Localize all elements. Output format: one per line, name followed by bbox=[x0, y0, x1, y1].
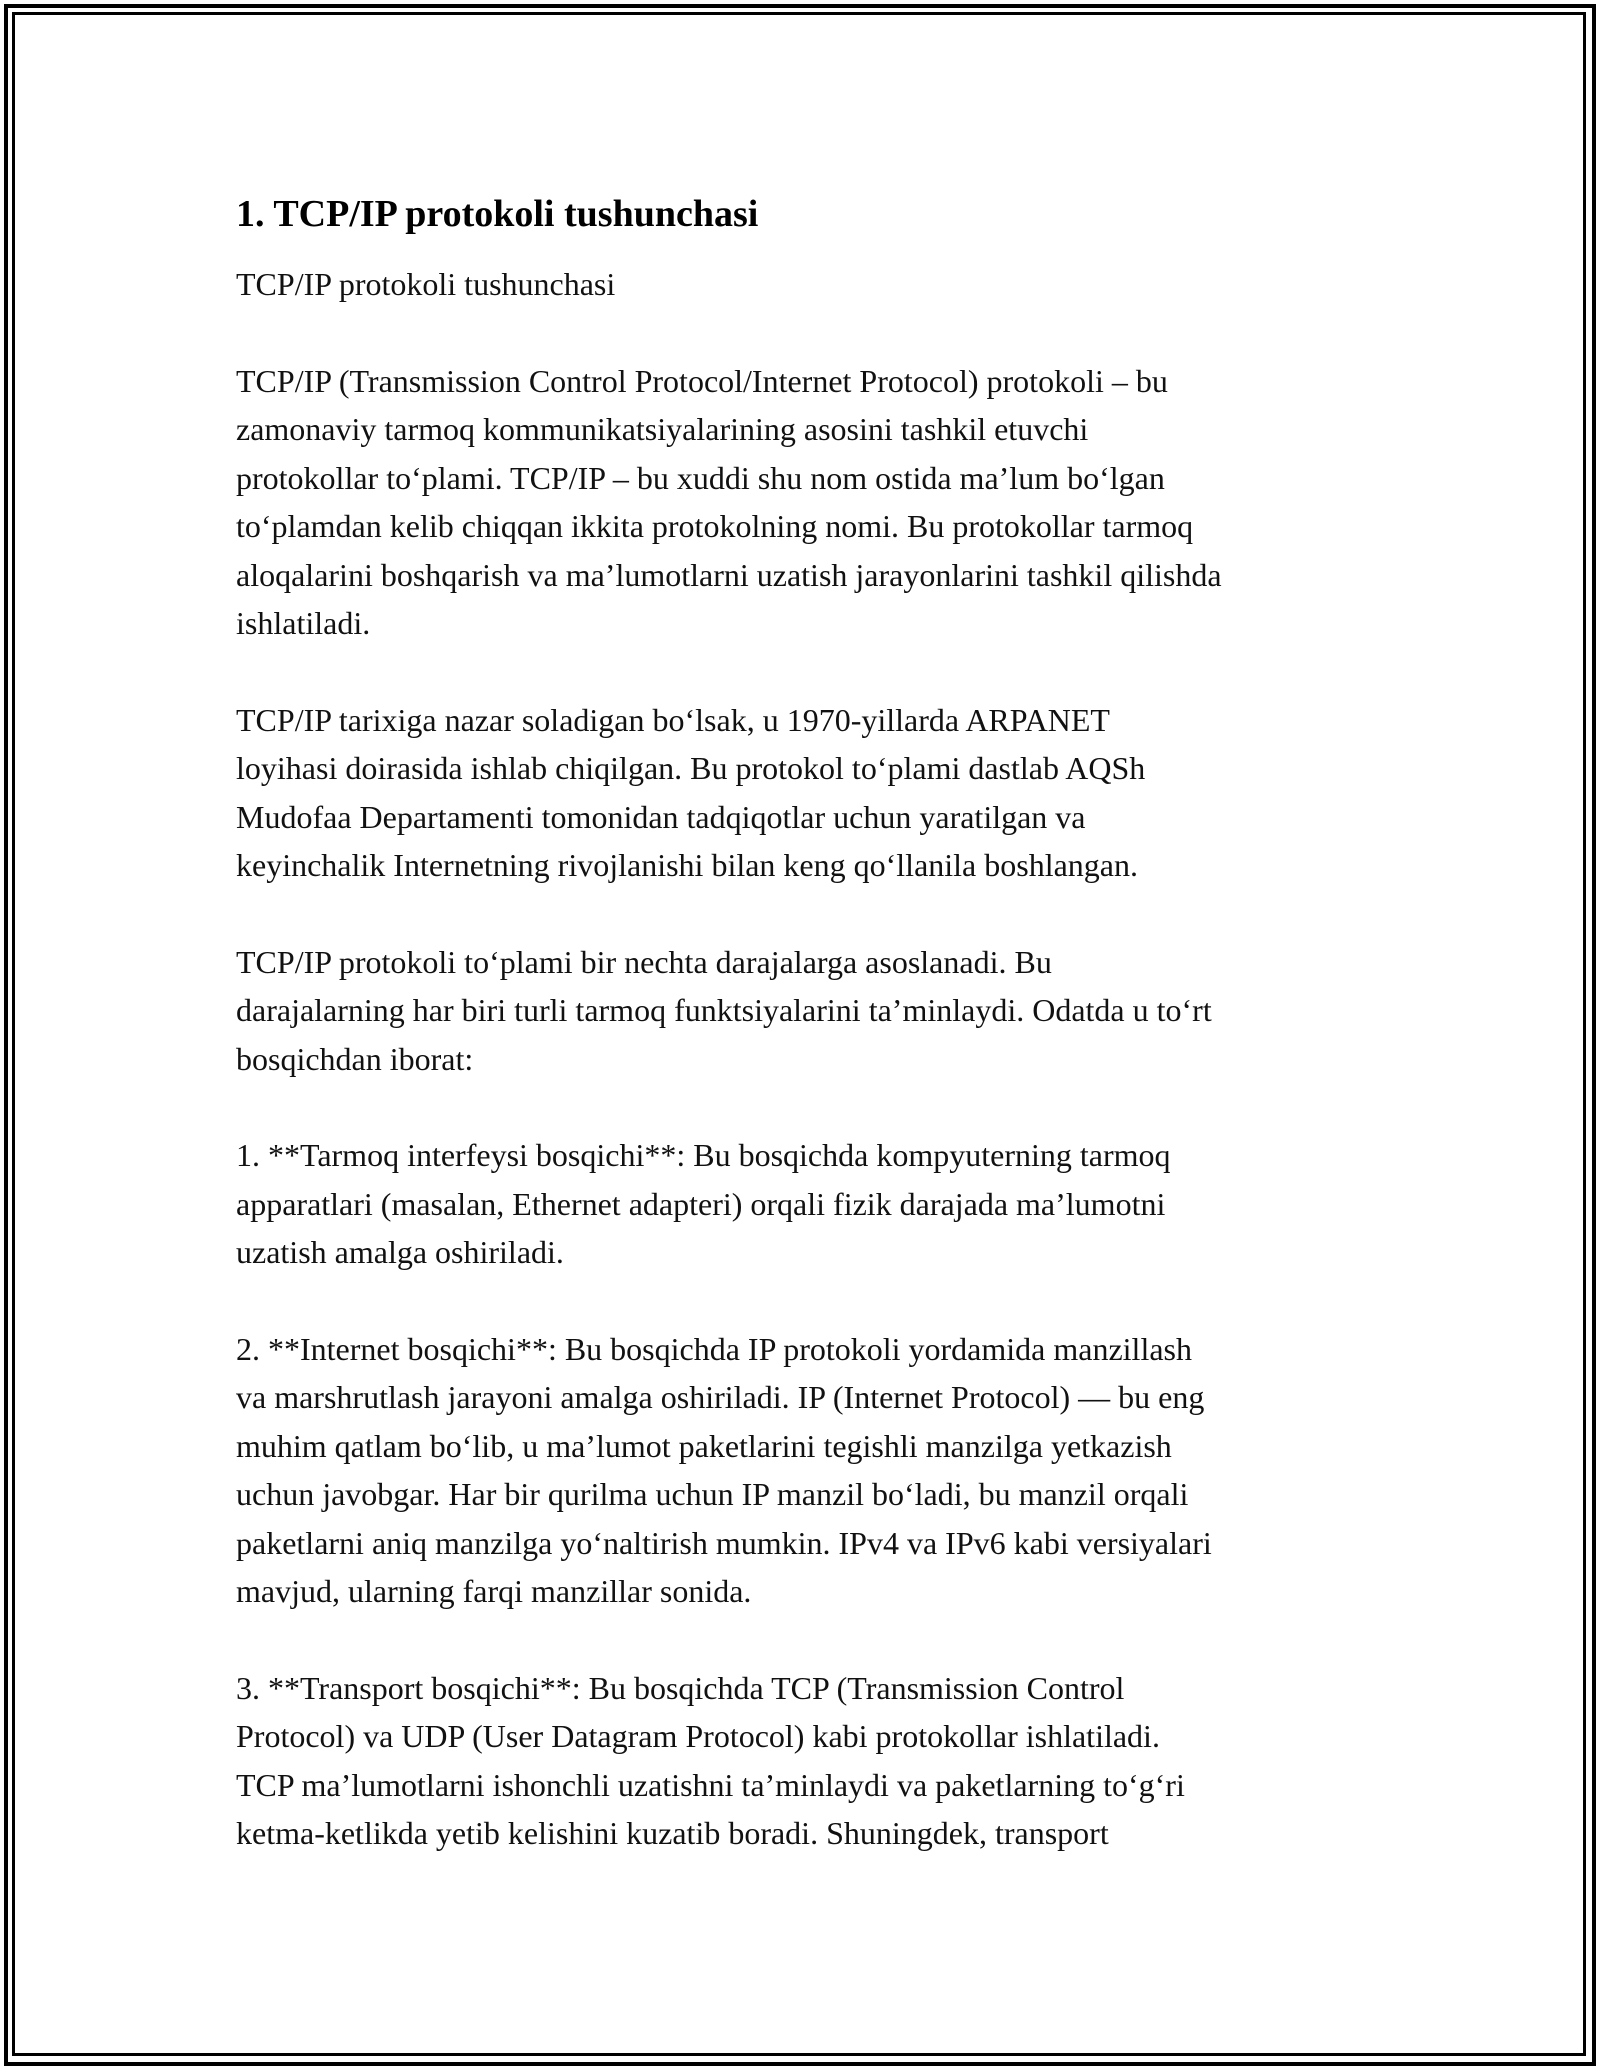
list-item-transport: 3. **Transport bosqichi**: Bu bosqichda TCP (Transmission Control Protocol) va UDP (User Datagram Protocol) kabi protokollar ishlatiladi. TCP ma’lumotlarni ishonchli uzatishni ta’minlaydi va paketlarning to‘g‘ri ketma-ketlikda yetib kelishini kuzatib boradi. Shuningdek, transport bbox=[236, 1669, 1185, 1851]
layers-intro-paragraph: TCP/IP protokoli to‘plami bir nechta darajalarga asoslanadi. Bu darajalarning har biri turli tarmoq funktsiyalarini ta’minlaydi. Odatda u to‘rt bosqichdan iborat: bbox=[236, 943, 1212, 1077]
section-heading: 1. TCP/IP protokoli tushunchasi bbox=[236, 193, 759, 235]
intro-paragraph: TCP/IP (Transmission Control Protocol/Internet Protocol) protokoli – bu zamonaviy tarmoq kommunikatsiyalarining asosini tashkil etuvchi protokollar to‘plami. TCP/IP – bu xuddi shu nom ostida ma’lum bo‘lgan to‘plamdan kelib chiqqan ikkita protokolning nomi. Bu protokollar tarmoq aloqalarini boshqarish va ma’lumotlarni uzatish jarayonlarini tashkil qilishda ishlatiladi. bbox=[236, 362, 1222, 641]
list-item-network-interface: 1. **Tarmoq interfeysi bosqichi**: Bu bosqichda kompyuterning tarmoq apparatlari (masalan, Ethernet adapteri) orqali fizik darajada ma’lumotni uzatish amalga oshiriladi. bbox=[236, 1137, 1171, 1270]
history-paragraph: TCP/IP tarixiga nazar soladigan bo‘lsak, u 1970-yillarda ARPANET loyihasi doirasida ishlab chiqilgan. Bu protokol to‘plami dastlab AQSh Mudofaa Departamenti tomonidan tadqiqotlar uchun yaratilgan va keyinchalik Internetning rivojlanishi bilan keng qo‘llanila boshlangan. bbox=[236, 701, 1146, 883]
list-item-internet: 2. **Internet bosqichi**: Bu bosqichda IP protokoli yordamida manzillash va marshrutlash jarayoni amalga oshiriladi. IP (Internet Protocol) — bu eng muhim qatlam bo‘lib, u ma’lumot paketlarini tegishli manzilga yetkazish uchun javobgar. Har bir qurilma uchun IP manzil bo‘ladi, bu manzil orqali paketlarni aniq manzilga yo‘naltirish mumkin. IPv4 va IPv6 kabi versiyalari mavjud, ularning farqi manzillar sonida. bbox=[236, 1330, 1212, 1609]
document-body bbox=[236, 188, 1376, 1906]
subtitle-paragraph: TCP/IP protokoli tushunchasi bbox=[236, 266, 616, 302]
